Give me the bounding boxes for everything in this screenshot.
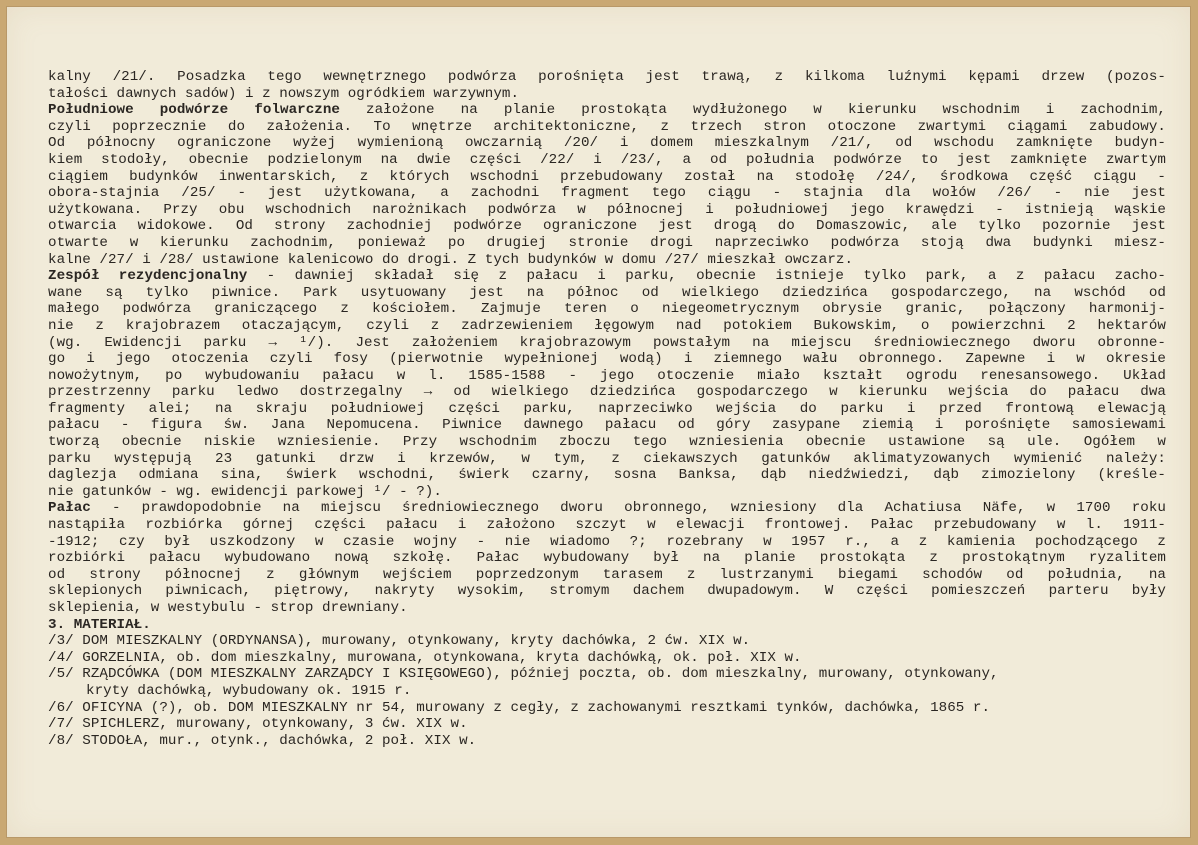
line-text: kalne /27/ i /28/ ustawione kalenicowo do drogi. Z tych budynków w domu /27/ mieszkał owczarz. [48,251,854,268]
paragraph-line [48,351,1166,368]
paragraph-line [48,218,1166,235]
line-text: tałości dawnych sadów) i z nowszym ogródkiem warzywnym. [48,85,520,102]
paragraph-heading: Południowe podwórze folwarczne [48,102,340,119]
inventory-item-line [48,666,1166,683]
line-text: go i jego otoczenia czyli fosy (pierwotnie wypełnionej wodą) i ziemnego wału obronnego. Zapewne i w okresie [48,351,1166,368]
inventory-item-line [48,683,1166,700]
inventory-item-line [48,733,1166,750]
paragraph-line [48,368,1166,385]
line-text: nastąpiła rozbiórka górnej części pałacu i założono szczyt w elewacji frontowej. Pałac przebudowany w l. 1911- [48,517,1166,534]
line-text: założone na planie prostokąta wydłużonego w kierunku wschodnim i zachodnim, [339,102,1166,119]
line-text: użytkowana. Przy obu wschodnich narożnikach podwórza w północnej i południowej jego krawędzi - istnieją wąskie [48,201,1166,218]
inventory-item-line [48,650,1166,667]
line-text: /8/ STODOŁA, mur., otynk., dachówka, 2 poł. XIX w. [48,732,477,749]
paragraph-line [48,202,1166,219]
line-text: /7/ SPICHLERZ, murowany, otynkowany, 3 ćw. XIX w. [48,716,468,733]
inventory-item-line [48,716,1166,733]
line-text: obora-stajnia /25/ - jest użytkowana, a zachodni fragment tego ciągu - stajnia dla wołów /26/ - nie jest [48,185,1166,202]
line-text: rozbiórki pałacu wybudowano nową szkołę. Pałac wybudowany był na planie prostokąta z prostokątnym ryzalitem [48,550,1166,567]
paragraph-line [48,583,1166,600]
paragraph-line [48,384,1166,401]
section-heading: 3. MATERIAŁ. [48,616,151,633]
line-text: parku występują 23 gatunki drzw i krzewów, w tym, z ciekawszych gatunków aklimatyzowanych wymienić należy: [48,450,1166,467]
line-text: /4/ GORZELNIA, ob. dom mieszkalny, murowana, otynkowana, kryta dachówką, ok. poł. XIX w. [48,649,802,666]
paragraph-line [48,335,1166,352]
paragraph-line [48,517,1166,534]
line-text: ciągiem budynków inwentarskich, z których wschodni przebudowany został na stodołę /24/, środkowa część ciągu - [48,168,1166,185]
typewritten-text [48,69,1166,749]
paragraph-line [48,567,1166,584]
line-text: /6/ OFICYNA (?), ob. DOM MIESZKALNY nr 54, murowany z cegły, z zachowanymi resztkami tynków, dachówka, 1865 r. [48,699,991,716]
paragraph-line [48,285,1166,302]
paragraph-line [48,69,1166,86]
line-text: otwarcia widokowe. Od strony zachodniej podwórze ograniczone jest drogą do Domaszowic, ale tylko pozornie jest [48,218,1166,235]
line-text: nowożytnym, po wybudowaniu pałacu w l. 1585-1588 - jego otoczenie miało kształt ogrodu renesansowego. Układ [48,367,1166,384]
line-text: kalny /21/. Posadzka tego wewnętrznego podwórza porośnięta jest trawą, z kilkoma luźnymi kępami drzew (pozos- [48,69,1166,85]
paragraph-line [48,600,1166,617]
paragraph-line [48,484,1166,501]
inventory-item-line [48,633,1166,650]
paragraph-line [48,534,1166,551]
paragraph-line [48,318,1166,335]
line-text: nie gatunków - wg. ewidencji parkowej ¹/ - ?). [48,483,442,500]
line-text: pałacu - figura św. Jana Nepomucena. Piwnice dawnego pałacu od góry zasypane ziemią i porośnięte samosiewami [48,417,1166,434]
line-text: kryty dachówką, wybudowany ok. 1915 r. [86,682,412,699]
paragraph-line [48,301,1166,318]
line-text: kiem stodoły, obecnie podzielonym na dwie części /22/ i /23/, a od południa podwórze to jest zamknięte zwartym [48,151,1166,168]
paragraph-line [48,401,1166,418]
line-text: czyli poprzecznie do założenia. To wnętrze architektoniczne, z trzech stron otoczone zwartymi ciągami zabudowy. [48,118,1166,135]
line-text: otwarte w kierunku zachodnim, ponieważ po drugiej stronie drogi naprzeciwko podwórza stoją dwa budynki miesz- [48,234,1166,251]
paragraph-line [48,417,1166,434]
line-text: /3/ DOM MIESZKALNY (ORDYNANSA), murowany, otynkowany, kryty dachówka, 2 ćw. XIX w. [48,633,751,650]
paper-sheet [6,6,1191,838]
line-text: tworzą obecnie niskie wzniesienie. Przy wschodnim zboczu tego wzniesienia obecnie ustawione są ule. Ogółem w [48,434,1166,451]
paragraph-line [48,451,1166,468]
paragraph-line [48,268,1166,285]
line-text: (wg. Ewidencji parku → ¹/). Jest założeniem krajobrazowym powstałym na miejscu średniowiecznego dworu obronne- [48,334,1166,351]
line-text: sklepienia, w westybulu - strop drewniany. [48,600,408,616]
line-text: -1912; czy był uszkodzony w czasie wojny - nie wiadomo ?; rozebrany w 1957 r., a z kamienia pochodzącego z [48,533,1166,550]
line-text: sklepionych piwnicach, piętrowy, nakryty wysokim, stromym dachem dwupadowym. W części pomieszczeń parteru były [48,583,1166,600]
line-text: przestrzenny parku ledwo dostrzegalny → od wielkiego dziedzińca gospodarczego w kierunku wejścia do pałacu dwa [48,384,1166,401]
line-text: daglezja odmiana sina, świerk wschodni, świerk czarny, sosna Banksa, dąb niedźwiedzi, dąb zimozielony (kreśle- [48,467,1166,484]
line-text: wane są tylko piwnice. Park usytuowany jest na północ od wielkiego dziedzińca gospodarczego, na wschód od [48,284,1166,301]
paragraph-line [48,467,1166,484]
paragraph-line [48,550,1166,567]
paragraph-line [48,252,1166,269]
paragraph-line [48,152,1166,169]
paragraph-line [48,102,1166,119]
line-text: - dawniej składał się z pałacu i parku, obecnie istnieje tylko park, a z pałacu zacho- [247,268,1166,285]
paragraph-line [48,119,1166,136]
paragraph-line [48,235,1166,252]
paragraph-line [48,135,1166,152]
line-text: nie z krajobrazem otaczającym, czyli z zadrzewieniem łęgowym nad potokiem Bukowskim, o powierzchni 2 hektarów [48,317,1166,334]
paragraph-line [48,434,1166,451]
paragraph-heading: Zespół rezydencjonalny [48,268,248,285]
line-text: Od północny ograniczone wyżej wymienioną owczarnią /20/ i domem mieszkalnym /21/, od wschodu zamknięte budyn- [48,135,1166,152]
paragraph-heading: Pałac [48,500,91,517]
paragraph-line [48,185,1166,202]
paragraph-line [48,500,1166,517]
inventory-item-line [48,700,1166,717]
line-text: fragmenty alei; na skraju południowej części parku, naprzeciwko wejścia do parku i przed frontową elewacją [48,400,1166,417]
line-text: /5/ RZĄDCÓWKA (DOM MIESZKALNY ZARZĄDCY I KSIĘGOWEGO), później poczta, ob. dom mieszkalny, murowany, otynkowany, [48,666,999,683]
paragraph-line [48,169,1166,186]
line-text: - prawdopodobnie na miejscu średniowiecznego dworu obronnego, wzniesiony dla Achatiusa Näfe, w 1700 roku [90,500,1166,517]
line-text: od strony północnej z głównym wejściem poprzedzonym tarasem z lustrzanymi biegami schodów od południa, na [48,566,1166,583]
paragraph-line [48,86,1166,103]
line-text: małego podwórza graniczącego z kościołem. Zajmuje teren o niegeometrycznym obrysie granic, połączony harmonij- [48,301,1166,318]
